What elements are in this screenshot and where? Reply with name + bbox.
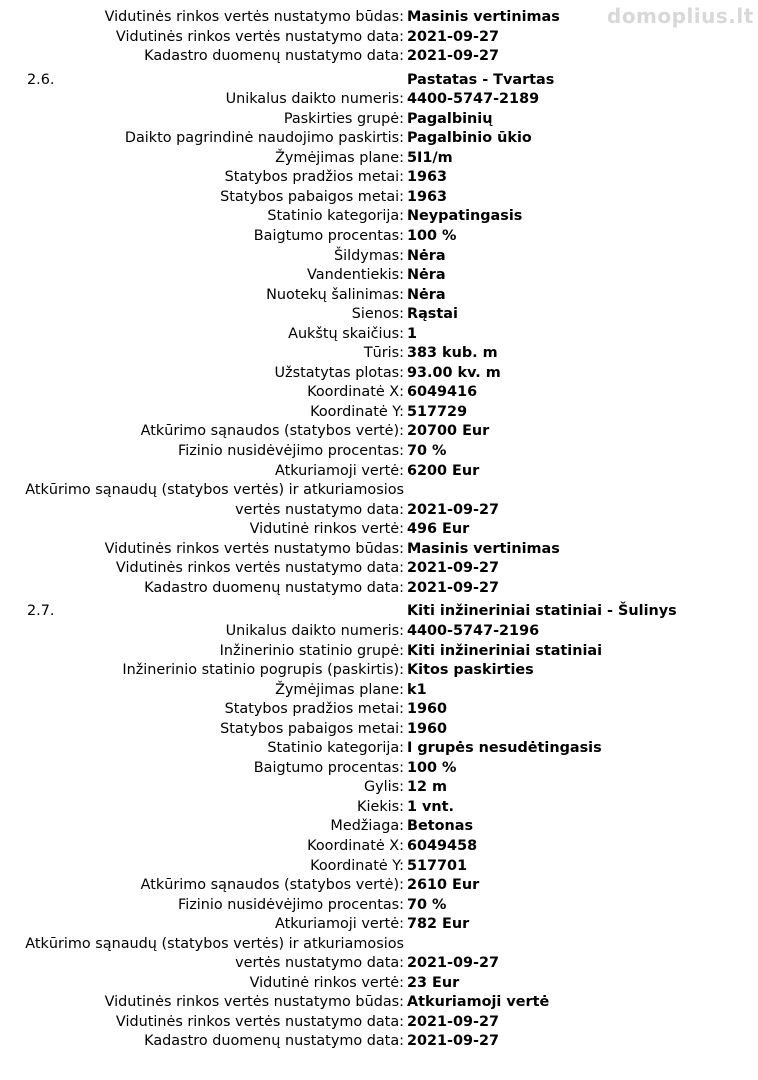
field-label: Šildymas: <box>334 247 404 264</box>
field-value: 2021-09-27 <box>407 501 500 518</box>
field-value: 23 Eur <box>407 974 460 991</box>
field-row <box>0 559 758 579</box>
section-number: 2.7. <box>27 603 55 620</box>
field-row <box>0 798 758 818</box>
field-row <box>0 778 758 798</box>
field-row <box>0 168 758 188</box>
field-label: Žymėjimas plane: <box>275 681 404 698</box>
field-row <box>0 1013 758 1033</box>
field-value: 2610 Eur <box>407 877 480 894</box>
section-title: Kiti inžineriniai statiniai - Šulinys <box>407 603 677 620</box>
field-label: Nuotekų šalinimas: <box>266 286 404 303</box>
field-value: 2021-09-27 <box>407 955 500 972</box>
field-row <box>0 739 758 759</box>
field-label: Atkuriamoji vertė: <box>274 462 404 479</box>
field-row <box>0 247 758 267</box>
field-row <box>0 520 758 540</box>
watermark-logo: domoplius.lt <box>607 4 754 28</box>
field-value: 1 vnt. <box>407 798 454 815</box>
field-label: Daikto pagrindinė naudojimo paskirtis: <box>124 130 404 147</box>
field-value: Atkuriamoji vertė <box>407 994 550 1011</box>
field-label: Inžinerinio statinio pogrupis (paskirtis): <box>122 662 404 679</box>
field-label: Užstatytas plotas: <box>274 364 404 381</box>
field-value: Kiti inžineriniai statiniai <box>407 642 603 659</box>
field-value: 5I1/m <box>407 149 453 166</box>
field-value: Nėra <box>407 267 446 284</box>
field-row <box>0 286 758 306</box>
field-label: Vidutinė rinkos vertė: <box>249 521 404 538</box>
field-value: 6049458 <box>407 837 478 854</box>
field-row <box>0 422 758 442</box>
field-row <box>0 266 758 286</box>
field-label-line <box>0 481 758 501</box>
field-row <box>0 305 758 325</box>
section-heading <box>0 71 758 91</box>
field-value: 2021-09-27 <box>407 560 500 577</box>
field-label: Kadastro duomenų nustatymo data: <box>144 1033 404 1050</box>
field-row <box>0 661 758 681</box>
field-label: Statinio kategorija: <box>267 740 404 757</box>
field-row <box>0 974 758 994</box>
field-value: 6200 Eur <box>407 462 480 479</box>
field-value: Pagalbinių <box>407 110 493 127</box>
field-label: Unikalus daikto numeris: <box>225 91 404 108</box>
field-label: Vidutinės rinkos vertės nustatymo data: <box>115 1013 404 1030</box>
field-value: Neypatingasis <box>407 208 523 225</box>
field-label: Tūris: <box>363 345 404 362</box>
field-label-line <box>0 935 758 955</box>
field-row <box>0 642 758 662</box>
field-label: Paskirties grupė: <box>283 110 404 127</box>
field-value: 496 Eur <box>407 521 470 538</box>
field-row <box>0 47 758 67</box>
field-row <box>0 700 758 720</box>
field-value: Pagalbinio ūkio <box>407 130 532 147</box>
field-label: Baigtumo procentas: <box>253 759 404 776</box>
field-label: Baigtumo procentas: <box>253 228 404 245</box>
field-row <box>0 207 758 227</box>
field-label: Koordinatė X: <box>307 384 404 401</box>
field-value: 517729 <box>407 403 468 420</box>
field-label: Vidutinės rinkos vertės nustatymo būdas: <box>104 540 404 557</box>
field-row <box>0 129 758 149</box>
field-row <box>0 442 758 462</box>
field-row <box>0 579 758 599</box>
field-value: Nėra <box>407 247 446 264</box>
field-label: Atkuriamoji vertė: <box>274 916 404 933</box>
field-label: Statybos pabaigos metai: <box>220 720 404 737</box>
field-value: 782 Eur <box>407 916 470 933</box>
field-row <box>0 876 758 896</box>
field-row <box>0 501 758 521</box>
field-label: Aukštų skaičius: <box>288 325 404 342</box>
field-label: Žymėjimas plane: <box>275 149 404 166</box>
field-value: 100 % <box>407 759 457 776</box>
field-label: Kadastro duomenų nustatymo data: <box>144 48 404 65</box>
field-value: 4400-5747-2196 <box>407 622 540 639</box>
section-title: Pastatas - Tvartas <box>407 71 555 88</box>
field-row <box>0 90 758 110</box>
field-row <box>0 227 758 247</box>
field-value: 2021-09-27 <box>407 1033 500 1050</box>
field-label: vertės nustatymo data: <box>235 955 404 972</box>
field-label: Gylis: <box>363 779 404 796</box>
field-row <box>0 857 758 877</box>
field-value: 2021-09-27 <box>407 48 500 65</box>
field-label: Statybos pradžios metai: <box>224 701 404 718</box>
field-row <box>0 8 758 28</box>
field-label: Atkūrimo sąnaudų (statybos vertės) ir atkuriamosios <box>25 935 404 952</box>
field-label: Fizinio nusidėvėjimo procentas: <box>178 443 404 460</box>
field-label: Inžinerinio statinio grupė: <box>219 642 404 659</box>
field-label: vertės nustatymo data: <box>235 501 404 518</box>
field-label: Kiekis: <box>357 798 404 815</box>
field-label: Atkūrimo sąnaudos (statybos vertė): <box>140 423 404 440</box>
field-row <box>0 344 758 364</box>
field-row <box>0 954 758 974</box>
field-value: Masinis vertinimas <box>407 9 560 25</box>
field-label: Vandentiekis: <box>307 267 404 284</box>
document-body <box>0 8 758 1052</box>
field-label: Statinio kategorija: <box>267 208 404 225</box>
field-label: Fizinio nusidėvėjimo procentas: <box>178 896 404 913</box>
field-row <box>0 622 758 642</box>
field-row <box>0 837 758 857</box>
field-value: 4400-5747-2189 <box>407 91 540 108</box>
field-row <box>0 462 758 482</box>
field-row <box>0 993 758 1013</box>
field-label: Medžiaga: <box>330 818 404 835</box>
field-label: Koordinatė Y: <box>310 403 404 420</box>
field-label: Koordinatė Y: <box>310 857 404 874</box>
field-value: 1960 <box>407 701 448 718</box>
field-row <box>0 915 758 935</box>
field-row <box>0 817 758 837</box>
field-value: 2021-09-27 <box>407 28 500 45</box>
field-label: Vidutinės rinkos vertės nustatymo būdas: <box>104 994 404 1011</box>
field-label: Atkūrimo sąnaudos (statybos vertė): <box>140 877 404 894</box>
field-label: Sienos: <box>351 306 404 323</box>
field-value: 2021-09-27 <box>407 1013 500 1030</box>
field-row <box>0 28 758 48</box>
field-value: Nėra <box>407 286 446 303</box>
field-value: 517701 <box>407 857 468 874</box>
field-value: I grupės nesudėtingasis <box>407 740 602 757</box>
field-value: 70 % <box>407 896 447 913</box>
section-number: 2.6. <box>27 71 55 88</box>
field-value: 1 <box>407 325 418 342</box>
field-row <box>0 720 758 740</box>
field-row <box>0 325 758 345</box>
field-value: Masinis vertinimas <box>407 540 560 557</box>
field-label: Vidutinė rinkos vertė: <box>249 974 404 991</box>
field-label: Vidutinės rinkos vertės nustatymo būdas: <box>104 9 404 25</box>
field-value: 2021-09-27 <box>407 579 500 596</box>
field-label: Atkūrimo sąnaudų (statybos vertės) ir atkuriamosios <box>25 482 404 499</box>
field-value: 20700 Eur <box>407 423 490 440</box>
field-value: 100 % <box>407 228 457 245</box>
field-value: Rąstai <box>407 306 458 323</box>
field-label: Statybos pabaigos metai: <box>220 188 404 205</box>
field-row <box>0 110 758 130</box>
field-value: 1963 <box>407 188 448 205</box>
field-value: 1963 <box>407 169 448 186</box>
field-value: 70 % <box>407 443 447 460</box>
field-value: k1 <box>407 681 427 698</box>
field-label: Vidutinės rinkos vertės nustatymo data: <box>115 28 404 45</box>
field-row <box>0 149 758 169</box>
field-label: Koordinatė X: <box>307 837 404 854</box>
field-label: Vidutinės rinkos vertės nustatymo data: <box>115 560 404 577</box>
field-row <box>0 364 758 384</box>
field-row <box>0 188 758 208</box>
field-label: Statybos pradžios metai: <box>224 169 404 186</box>
field-row <box>0 403 758 423</box>
field-value: 93.00 kv. m <box>407 364 501 381</box>
section-heading <box>0 602 758 622</box>
field-label: Kadastro duomenų nustatymo data: <box>144 579 404 596</box>
field-row <box>0 896 758 916</box>
field-value: 6049416 <box>407 384 478 401</box>
field-label: Unikalus daikto numeris: <box>225 622 404 639</box>
field-row <box>0 383 758 403</box>
field-value: 12 m <box>407 779 448 796</box>
field-row <box>0 759 758 779</box>
field-row <box>0 1032 758 1052</box>
field-value: 1960 <box>407 720 448 737</box>
field-value: Kitos paskirties <box>407 662 534 679</box>
field-value: Betonas <box>407 818 474 835</box>
field-row <box>0 540 758 560</box>
field-row <box>0 681 758 701</box>
field-value: 383 kub. m <box>407 345 498 362</box>
